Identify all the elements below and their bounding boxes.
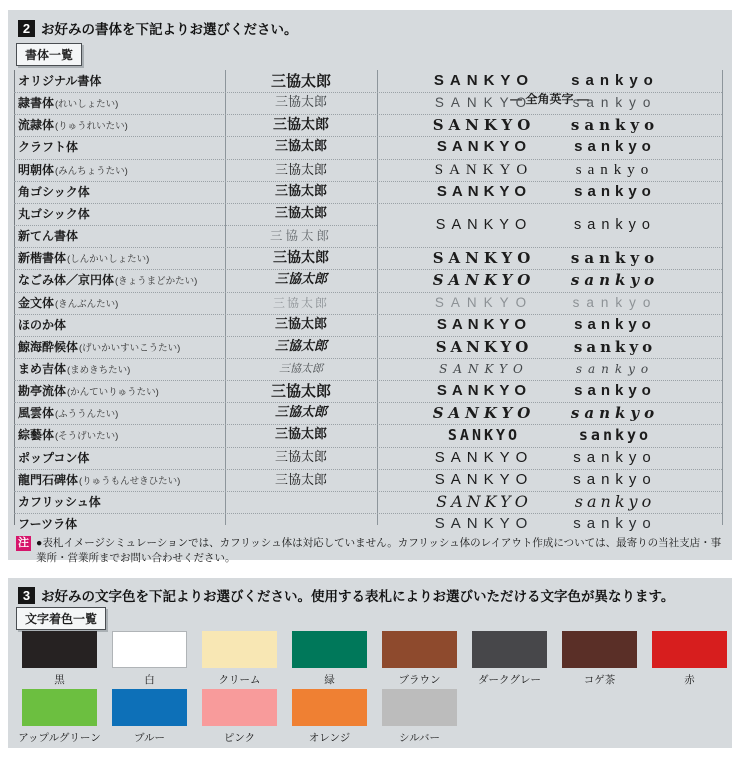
color-chip xyxy=(202,631,277,668)
font-name: 角ゴシック体 xyxy=(18,184,90,199)
lowercase-sample: sankyo xyxy=(573,515,657,532)
lowercase-sample: sankyo xyxy=(570,116,660,135)
note-text: ●表札イメージシミュレーションでは、カフリッシュ体は対応していません。カフリッシュ体のレイアウト作成については、最寄りの当社支店・事業所・営業所までお問い合わせください。 xyxy=(36,537,722,564)
font-reading: (しんかいしょたい) xyxy=(67,254,150,266)
uppercase-sample: SANKYO xyxy=(436,138,532,156)
kanji-sample: 三協太郎 xyxy=(274,161,327,177)
kanji-sample: 三協太郎 xyxy=(274,338,327,354)
font-name: フーツラ体 xyxy=(18,517,78,531)
uppercase-sample: SANKYO xyxy=(434,294,534,310)
lowercase-sample: sankyo xyxy=(574,315,656,333)
color-chip xyxy=(22,631,97,668)
kanji-sample: 三協太郎 xyxy=(270,382,331,401)
color-swatch-grid xyxy=(8,578,732,748)
font-reading: (かんていりゅうたい) xyxy=(67,387,159,399)
kanji-sample: 三協太郎 xyxy=(274,272,327,288)
uppercase-sample: SANKYO xyxy=(436,382,532,400)
section-number-badge: 3 xyxy=(18,587,35,604)
font-row xyxy=(8,247,732,269)
lowercase-sample: sankyo xyxy=(571,72,659,89)
color-section-heading-text: お好みの文字色を下記よりお選びください。使用する表札によりお選びいただける文字色が異なります。 xyxy=(41,589,675,604)
font-table xyxy=(8,60,732,532)
font-row xyxy=(8,424,732,446)
uppercase-sample: SANKYO xyxy=(432,116,536,135)
color-chip xyxy=(472,631,547,668)
kanji-sample: 三協太郎 xyxy=(274,427,327,443)
font-name: 綜藝体(そうげいたい) xyxy=(18,428,119,443)
kanji-sample: 三協太郎 xyxy=(274,405,327,421)
font-row xyxy=(8,314,732,336)
lowercase-sample: sankyo xyxy=(573,448,657,466)
lowercase-sample: sankyo xyxy=(574,382,656,400)
lowercase-sample: sankyo xyxy=(574,491,656,511)
kanji-sample: 三協太郎 xyxy=(274,205,327,221)
lowercase-sample: sankyo xyxy=(575,161,655,178)
color-chip xyxy=(112,631,187,668)
font-reading: (りゅうもんせきひたい) xyxy=(79,475,181,487)
color-chip xyxy=(652,631,727,668)
uppercase-sample: SANKYO xyxy=(435,337,533,356)
font-name: 鯨海酔候体(げいかいすいこうたい) xyxy=(18,339,181,354)
color-chip xyxy=(382,631,457,668)
lowercase-sample: sankyo xyxy=(572,294,658,310)
font-name: クラフト体 xyxy=(18,140,79,155)
kanji-sample: 三協太郎 xyxy=(269,228,332,244)
font-name: 明朝体(みんちょうたい) xyxy=(18,162,128,177)
font-reading: (げいかいすいこうたい) xyxy=(79,342,181,354)
font-name: 丸ゴシック体 xyxy=(18,206,90,221)
font-row xyxy=(8,92,732,114)
font-name: 勘亭流体(かんていりゅうたい) xyxy=(18,384,159,399)
font-row xyxy=(8,491,732,513)
font-name: 新てん書体 xyxy=(18,229,79,244)
font-row xyxy=(8,159,732,181)
color-label: アップルグリーン xyxy=(18,732,101,744)
lowercase-sample: sankyo xyxy=(570,271,660,290)
font-section-heading xyxy=(18,18,298,38)
kanji-sample: 三協太郎 xyxy=(270,72,331,90)
uppercase-sample: SANKYO xyxy=(432,249,536,268)
color-chip xyxy=(202,689,277,726)
color-section-panel xyxy=(8,578,732,748)
font-reading: (きょうまどかたい) xyxy=(115,276,198,288)
font-row xyxy=(8,513,732,535)
font-name: 金文体(きんぶんたい) xyxy=(18,295,119,310)
font-name: オリジナル書体 xyxy=(18,74,102,88)
font-row xyxy=(8,225,732,247)
font-name: カフリッシュ体 xyxy=(18,494,101,509)
uppercase-sample: SANKYO xyxy=(434,95,534,111)
uppercase-sample: SANKYO xyxy=(434,448,534,466)
fullwidth-column-header: — 全角英字 — xyxy=(510,92,589,106)
font-reading: (ふううんたい) xyxy=(55,409,119,421)
section-number-badge: 2 xyxy=(18,20,35,37)
font-section-heading-text: お好みの書体を下記よりお選びください。 xyxy=(41,22,298,37)
color-chip xyxy=(112,689,187,726)
font-list-label: 書体一覧 xyxy=(16,43,82,66)
color-label: ブルー xyxy=(133,732,166,744)
color-label: ピンク xyxy=(223,732,256,744)
color-chip xyxy=(562,631,637,668)
color-label: 緑 xyxy=(324,674,335,686)
lowercase-sample: sankyo xyxy=(573,470,657,488)
font-name: まめ吉体(まめきちたい) xyxy=(18,361,131,376)
font-row xyxy=(8,114,732,136)
color-label: 赤 xyxy=(684,674,695,686)
uppercase-sample: SANKYO xyxy=(434,470,534,488)
font-row xyxy=(8,469,732,491)
uppercase-sample: SANKYO xyxy=(434,161,534,178)
color-label: ダークグレー xyxy=(478,674,541,686)
font-reading: (みんちょうたい) xyxy=(55,165,128,177)
kanji-sample: 三協太郎 xyxy=(274,316,327,332)
font-name: 隷書体(れいしょたい) xyxy=(18,96,119,111)
font-name: 新楷書体(しんかいしょたい) xyxy=(18,251,150,266)
color-label: コゲ茶 xyxy=(583,674,616,686)
font-row xyxy=(8,402,732,424)
note xyxy=(16,536,728,566)
uppercase-sample: SANKYO xyxy=(436,491,532,511)
font-name: ポップコン体 xyxy=(18,450,90,465)
color-label: クリーム xyxy=(218,674,261,686)
uppercase-sample: SANKYO xyxy=(432,271,536,290)
font-row xyxy=(8,181,732,203)
kanji-sample: 三協太郎 xyxy=(273,250,329,267)
color-list-label: 文字着色一覧 xyxy=(16,607,106,630)
kanji-sample: 三協太郎 xyxy=(274,449,327,465)
font-name: なごみ体／京円体(きょうまどかたい) xyxy=(18,273,198,288)
font-row xyxy=(8,136,732,158)
font-row xyxy=(8,269,732,291)
kanji-sample: 三協太郎 xyxy=(274,183,327,199)
color-chip xyxy=(292,689,367,726)
uppercase-sample: SANKYO xyxy=(436,182,532,200)
lowercase-sample: sankyo xyxy=(572,95,658,111)
kanji-sample: 三協太郎 xyxy=(273,117,329,134)
lowercase-sample: sankyo xyxy=(573,337,657,356)
lowercase-sample: sankyo xyxy=(574,182,656,200)
font-reading: (そうげいたい) xyxy=(55,431,119,443)
font-row xyxy=(8,292,732,314)
font-reading: (りゅうれいたい) xyxy=(55,121,128,133)
color-chip xyxy=(292,631,367,668)
font-row xyxy=(8,358,732,380)
note-badge: 注 xyxy=(18,537,29,549)
font-row xyxy=(8,70,732,92)
font-reading: (きんぶんたい) xyxy=(55,298,119,310)
font-name: 風雲体(ふううんたい) xyxy=(18,406,119,421)
color-label: オレンジ xyxy=(308,732,351,744)
color-label: シルバー xyxy=(398,732,440,744)
color-chip xyxy=(22,689,97,726)
font-row xyxy=(8,447,732,469)
font-row xyxy=(8,380,732,402)
uppercase-sample: SANKYO xyxy=(433,72,535,89)
lowercase-sample: sankyo xyxy=(570,249,660,268)
font-table-rows xyxy=(8,70,732,532)
font-name: 龍門石碑体(りゅうもんせきひたい) xyxy=(18,472,181,487)
lowercase-sample: sankyo xyxy=(574,138,656,156)
color-label: 白 xyxy=(144,674,155,686)
lowercase-sample: sankyo xyxy=(575,361,655,376)
lowercase-sample: sankyo xyxy=(570,404,660,423)
font-row xyxy=(8,336,732,358)
font-name: 流隷体(りゅうれいたい) xyxy=(18,118,128,133)
color-chip xyxy=(382,689,457,726)
kanji-sample: 三協太郎 xyxy=(272,295,329,310)
kanji-sample: 三協太郎 xyxy=(274,471,327,487)
color-label: ブラウン xyxy=(398,674,441,686)
lowercase-sample: sankyo xyxy=(578,426,652,445)
font-section-panel xyxy=(8,10,732,564)
font-reading: (れいしょたい) xyxy=(55,99,119,111)
uppercase-sample: SANKYO xyxy=(432,404,536,423)
uppercase-sample: SANKYO xyxy=(447,426,521,445)
uppercase-sample: SANKYO xyxy=(436,315,532,333)
font-row xyxy=(8,203,732,233)
kanji-sample: 三協太郎 xyxy=(279,361,323,375)
uppercase-sample: SANKYO xyxy=(439,361,529,376)
kanji-sample: 三協太郎 xyxy=(274,95,327,111)
font-name: ほのか体 xyxy=(18,317,67,332)
kanji-sample: 三協太郎 xyxy=(274,139,327,155)
uppercase-sample: SANKYO xyxy=(434,515,534,532)
color-label: 黒 xyxy=(54,674,65,686)
lowercase-sample: sankyo xyxy=(574,216,656,233)
font-reading: (まめきちたい) xyxy=(67,364,131,376)
uppercase-sample: SANKYO xyxy=(435,216,533,233)
